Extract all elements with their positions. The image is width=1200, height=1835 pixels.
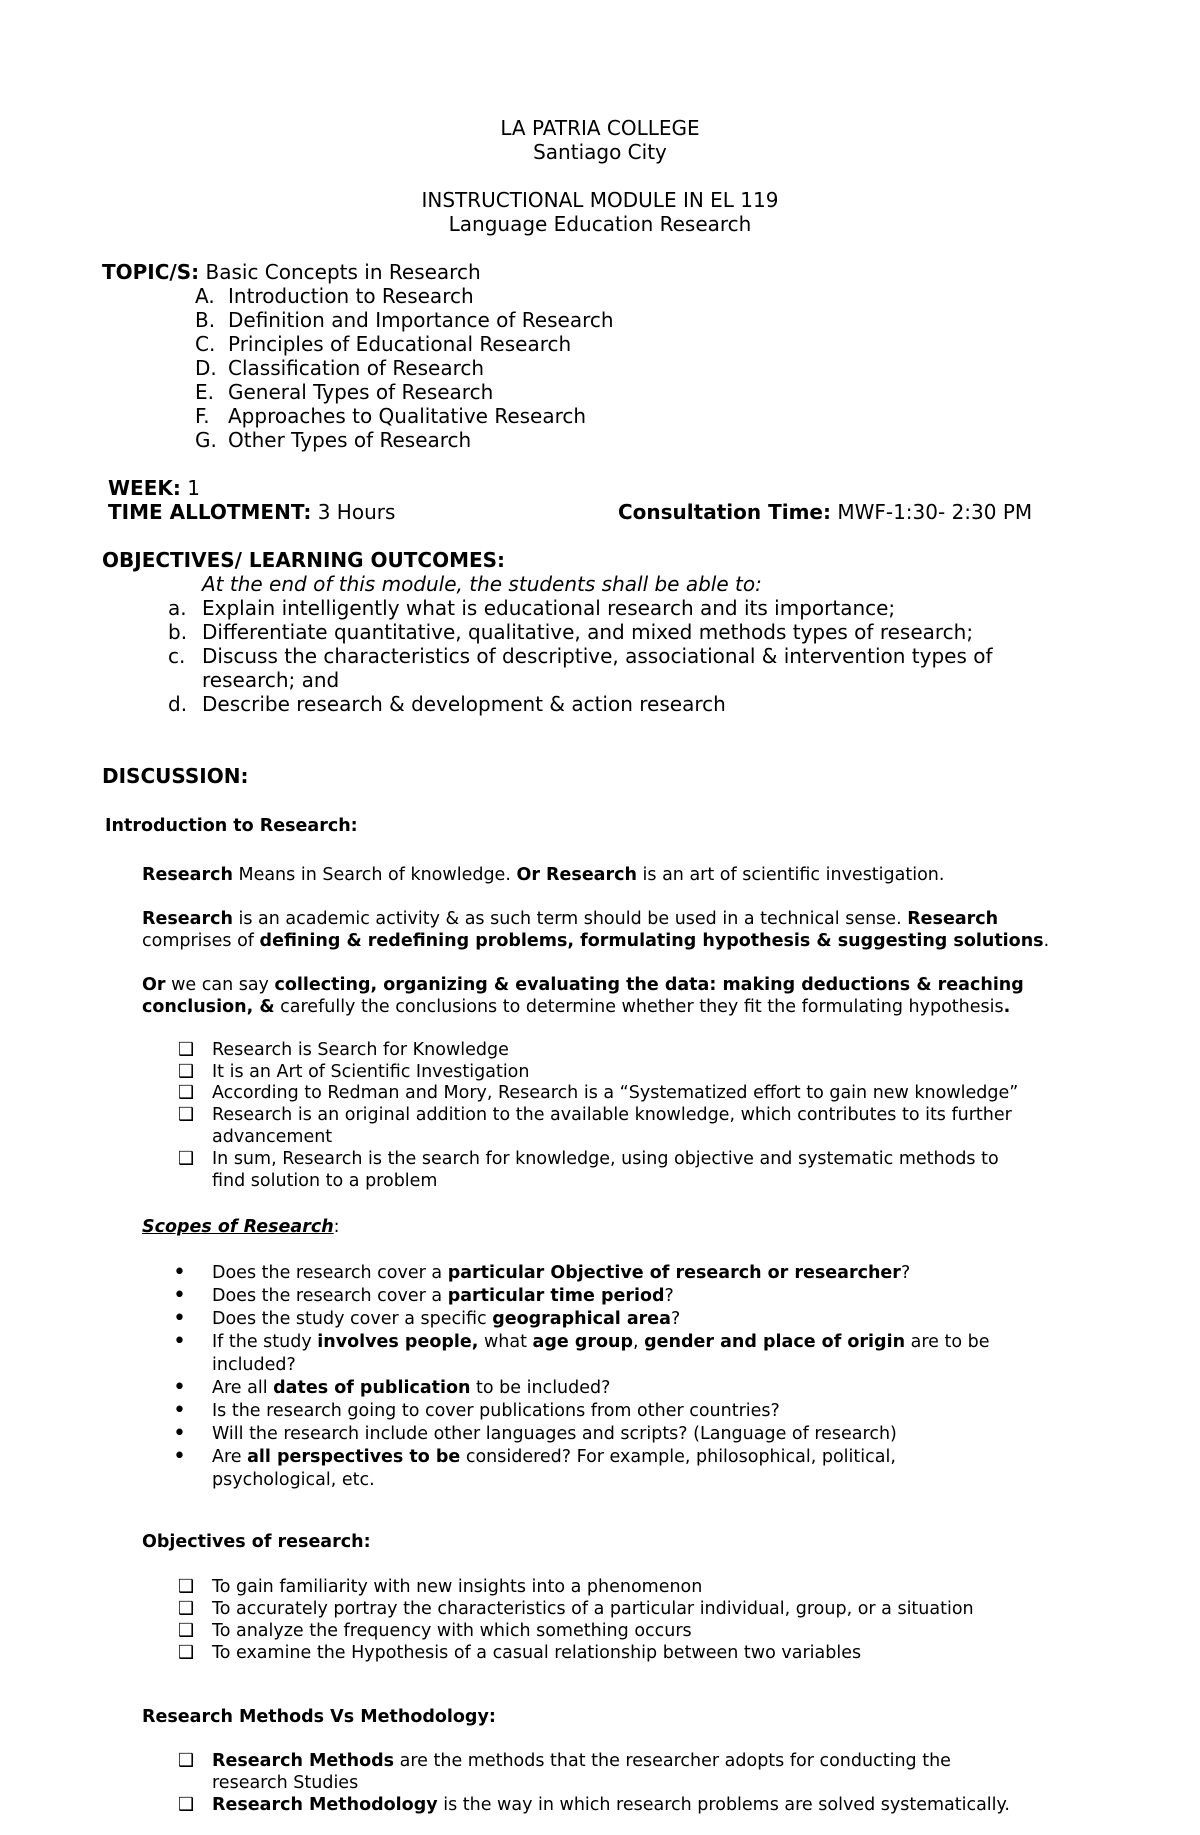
topic-item: Principles of Educational Research	[228, 332, 572, 356]
scope-emphasis: geographical area	[492, 1309, 671, 1329]
research-objective-item: To accurately portray the characteristics of a particular individual, group, or a situation	[212, 1599, 974, 1619]
subject-title: Language Education Research	[448, 212, 752, 236]
scope-text: Does the research cover a	[212, 1263, 448, 1283]
scope-text: Does the study cover a specific	[212, 1309, 493, 1329]
objective-letter: d.	[168, 692, 188, 716]
p1-bold-research: Research	[142, 865, 233, 885]
checkbox-bullet-icon: ❑	[178, 1082, 195, 1103]
scope-emphasis: particular time period	[447, 1286, 665, 1306]
scope-emphasis: all perspectives to be	[247, 1447, 461, 1467]
method-term: Research Methodology	[212, 1795, 438, 1815]
scope-item	[212, 1378, 610, 1398]
checkbox-bullet-icon: ❑	[178, 1750, 195, 1771]
time-allotment-line	[108, 500, 395, 524]
module-title: INSTRUCTIONAL MODULE IN EL 119	[421, 188, 779, 212]
objectives-heading: OBJECTIVES/ LEARNING OUTCOMES:	[102, 548, 506, 572]
method-item	[212, 1751, 951, 1771]
topic-item: Other Types of Research	[228, 428, 472, 452]
scope-text: what	[478, 1332, 533, 1352]
topic-item: Definition and Importance of Research	[228, 308, 614, 332]
paragraph-2-line-1	[142, 909, 998, 929]
research-objective-item: To examine the Hypothesis of a casual relationship between two variables	[212, 1643, 862, 1663]
checkbox-bullet-icon: ❑	[178, 1620, 195, 1641]
scope-item	[212, 1309, 680, 1329]
p2-bold-research-2: Research	[907, 909, 999, 929]
topic-item: General Types of Research	[228, 380, 494, 404]
bullet-dot-icon: •	[173, 1398, 186, 1423]
topic-item: Classification of Research	[228, 356, 485, 380]
checkbox-bullet-icon: ❑	[178, 1061, 195, 1082]
scope-emphasis: particular Objective of research or researcher	[447, 1263, 901, 1283]
topic-letter: B.	[195, 308, 216, 332]
p2-text-1: is an academic activity & as such term should be used in a technical sense.	[232, 909, 908, 929]
scopes-heading: Scopes of Research	[142, 1217, 334, 1237]
consultation-line	[618, 500, 1032, 524]
checkbox-bullet-icon: ❑	[178, 1794, 195, 1815]
discussion-heading: DISCUSSION:	[102, 764, 249, 788]
scope-text: ,	[633, 1332, 645, 1352]
p1-text-1: Means in Search of knowledge.	[232, 865, 517, 885]
bullet-dot-icon: •	[173, 1260, 186, 1285]
week-value: 1	[187, 476, 200, 500]
research-fact-item: In sum, Research is the search for knowledge, using objective and systematic methods to	[212, 1149, 999, 1169]
topic-letter: A.	[195, 284, 215, 308]
checkbox-bullet-icon: ❑	[178, 1576, 195, 1597]
scopes-colon: :	[333, 1217, 340, 1237]
intro-research-heading: Introduction to Research:	[105, 816, 358, 836]
checkbox-bullet-icon: ❑	[178, 1598, 195, 1619]
college-name: LA PATRIA COLLEGE	[500, 116, 700, 140]
p3-text-2: carefully the conclusions to determine whether they fit the formulating hypothesis	[274, 997, 1004, 1017]
scope-item	[212, 1263, 910, 1283]
scope-emphasis: involves people,	[317, 1332, 479, 1352]
scope-item	[212, 1332, 989, 1352]
scope-text: ?	[664, 1286, 674, 1306]
objective-item: Describe research & development & action research	[202, 692, 726, 716]
research-objective-item: To gain familiarity with new insights into a phenomenon	[212, 1577, 703, 1597]
college-city: Santiago City	[533, 140, 667, 164]
scope-item	[212, 1447, 896, 1467]
scope-item	[212, 1401, 780, 1421]
objective-letter: c.	[168, 644, 186, 668]
checkbox-bullet-icon: ❑	[178, 1039, 195, 1060]
bullet-dot-icon: •	[173, 1421, 186, 1446]
research-fact-item: According to Redman and Mory, Research is a “Systematized effort to gain new knowledge”	[212, 1083, 1019, 1103]
research-fact-item: Research is an original addition to the available knowledge, which contributes to its further	[212, 1105, 1012, 1125]
scope-text: Are all	[212, 1378, 274, 1398]
time-allotment-label: TIME ALLOTMENT:	[108, 500, 312, 524]
scope-text: If the study	[212, 1332, 318, 1352]
p2-text-2: comprises of	[142, 931, 260, 951]
objectives-research-heading: Objectives of research:	[142, 1532, 371, 1552]
research-objective-item: To analyze the frequency with which something occurs	[212, 1621, 692, 1641]
paragraph-3-line-1	[142, 975, 1024, 995]
bullet-dot-icon: •	[173, 1306, 186, 1331]
bullet-dot-icon: •	[173, 1283, 186, 1308]
bullet-dot-icon: •	[173, 1329, 186, 1354]
consultation-label: Consultation Time:	[618, 500, 831, 524]
topic-letter: D.	[195, 356, 217, 380]
method-definition: is the way in which research problems are solved systematically.	[437, 1795, 1010, 1815]
scope-emphasis: gender and place of origin	[644, 1332, 906, 1352]
scope-emphasis: dates of publication	[273, 1378, 471, 1398]
bullet-dot-icon: •	[173, 1375, 186, 1400]
p3-text-1: we can say	[165, 975, 275, 995]
scope-item-continued: psychological, etc.	[212, 1470, 375, 1490]
objective-item: Discuss the characteristics of descriptive, associational & intervention types of	[202, 644, 993, 668]
scope-text: Will the research include other languages and scripts? (Language of research)	[212, 1424, 897, 1444]
method-item	[212, 1795, 1010, 1815]
objective-letter: b.	[168, 620, 188, 644]
research-fact-item: Research is Search for Knowledge	[212, 1040, 509, 1060]
objective-item: Explain intelligently what is educational research and its importance;	[202, 596, 896, 620]
checkbox-bullet-icon: ❑	[178, 1148, 195, 1169]
objective-item-continued: research; and	[202, 668, 340, 692]
scope-emphasis: age group	[532, 1332, 633, 1352]
topic-letter: F.	[195, 404, 210, 428]
topic-letter: E.	[195, 380, 214, 404]
week-label: WEEK:	[108, 476, 181, 500]
scope-text: ?	[670, 1309, 681, 1329]
scopes-heading-line	[142, 1217, 340, 1237]
methods-heading: Research Methods Vs Methodology:	[142, 1707, 496, 1727]
p3-bold-collecting: collecting, organizing & evaluating the data: making deductions & reaching	[274, 975, 1024, 995]
topic-item: Approaches to Qualitative Research	[228, 404, 587, 428]
scope-text: Does the research cover a	[212, 1286, 448, 1306]
p3-bold-period: .	[1003, 997, 1011, 1017]
checkbox-bullet-icon: ❑	[178, 1104, 195, 1125]
method-definition: are the methods that the researcher adopts for conducting the	[394, 1751, 951, 1771]
p3-bold-conclusion: conclusion, &	[142, 997, 275, 1017]
scope-text: ?	[900, 1263, 911, 1283]
paragraph-3-line-2	[142, 997, 1010, 1017]
topics-value: Basic Concepts in Research	[205, 260, 481, 284]
time-allotment-value: 3 Hours	[317, 500, 396, 524]
topics-label: TOPIC/S:	[102, 260, 200, 284]
scope-item-continued: included?	[212, 1355, 296, 1375]
bullet-dot-icon: •	[173, 1444, 186, 1469]
topic-item: Introduction to Research	[228, 284, 474, 308]
p1-bold-or-research: Or Research	[516, 865, 637, 885]
scope-item	[212, 1286, 674, 1306]
scope-text: are to be	[905, 1332, 990, 1352]
p2-bold-defining: defining & redefining problems, formulating hypothesis & suggesting solutions	[259, 931, 1044, 951]
p2-text-3: .	[1043, 931, 1050, 951]
consultation-value: MWF-1:30- 2:30 PM	[837, 500, 1033, 524]
objectives-intro: At the end of this module, the students shall be able to:	[202, 572, 762, 596]
topic-letter: G.	[195, 428, 217, 452]
scope-text: considered? For example, philosophical, political,	[460, 1447, 896, 1467]
method-item-continued: research Studies	[212, 1773, 359, 1793]
research-fact-item-continued: find solution to a problem	[212, 1171, 438, 1191]
scope-text: to be included?	[470, 1378, 611, 1398]
paragraph-2-line-2	[142, 931, 1049, 951]
topic-letter: C.	[195, 332, 216, 356]
scope-item	[212, 1424, 897, 1444]
topics-line	[102, 260, 481, 284]
research-fact-item-continued: advancement	[212, 1127, 333, 1147]
p3-bold-or: Or	[142, 975, 166, 995]
p1-text-2: is an art of scientific investigation.	[636, 865, 945, 885]
research-fact-item: It is an Art of Scientific Investigation	[212, 1062, 530, 1082]
scope-text: Is the research going to cover publications from other countries?	[212, 1401, 780, 1421]
paragraph-1	[142, 865, 944, 885]
objective-item: Differentiate quantitative, qualitative, and mixed methods types of research;	[202, 620, 974, 644]
scope-text: Are	[212, 1447, 248, 1467]
p2-bold-research: Research	[142, 909, 233, 929]
checkbox-bullet-icon: ❑	[178, 1642, 195, 1663]
week-line	[108, 476, 200, 500]
method-term: Research Methods	[212, 1751, 395, 1771]
objective-letter: a.	[168, 596, 187, 620]
